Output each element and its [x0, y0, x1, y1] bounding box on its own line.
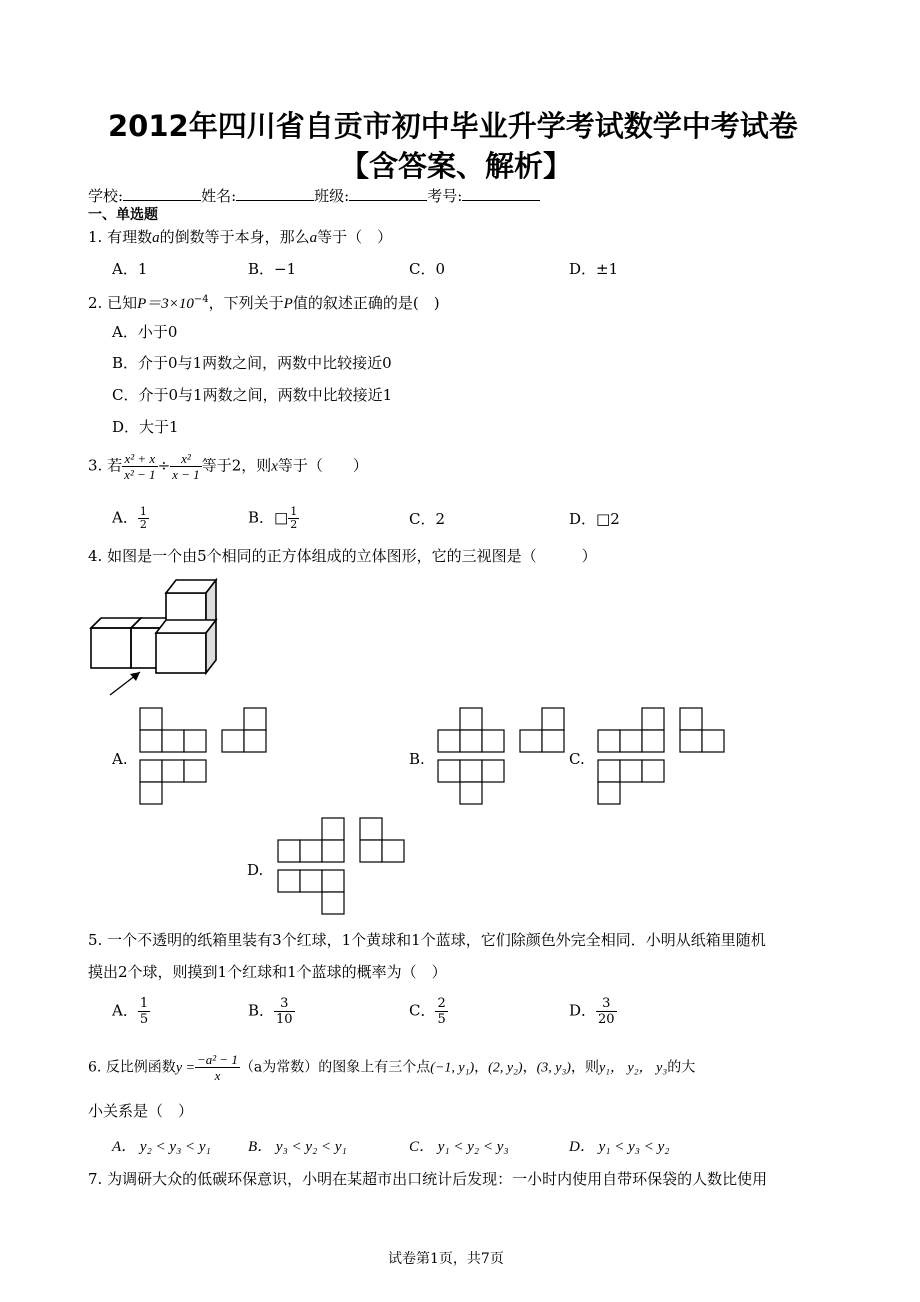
- q2-option-c[interactable]: C．介于0与1两数之间，两数中比较接近1: [112, 386, 393, 404]
- q6-option-d[interactable]: D． y₁ < y₃ < y₂: [569, 1139, 670, 1155]
- q2-option-b[interactable]: B．介于0与1两数之间，两数中比较接近0: [112, 354, 392, 372]
- q6-option-c[interactable]: C． y₁ < y₂ < y₃: [409, 1139, 509, 1155]
- q3-option-b[interactable]: B．□ $\frac{1}{2}$: [248, 505, 298, 531]
- q6-option-a[interactable]: A． y₂ < y₃ < y₁: [112, 1139, 211, 1155]
- question-6-line2: 小关系是（ ）: [88, 1102, 194, 1120]
- q1-option-d[interactable]: D．±1: [569, 260, 619, 278]
- q2-option-a[interactable]: A．小于0: [112, 323, 178, 341]
- q4-option-a-views[interactable]: [138, 707, 270, 807]
- q4-option-d-label[interactable]: D.: [247, 861, 264, 879]
- question-1: 1. 有理数a的倒数等于本身，那么a等于（ ）: [88, 228, 393, 246]
- page-footer: 试卷第1页，共7页: [388, 1251, 504, 1267]
- question-7: 7. 为调研大众的低碳环保意识，小明在某超市出口统计后发现：一小时内使用自带环保袋的人数比使用: [88, 1170, 768, 1188]
- question-4: 4. 如图是一个由5个相同的正方体组成的立体图形，它的三视图是（ ）: [88, 547, 597, 565]
- class-field[interactable]: [349, 186, 427, 201]
- q1-option-b[interactable]: B．−1: [248, 260, 297, 278]
- name-field[interactable]: [236, 186, 314, 201]
- q4-option-c-label[interactable]: C.: [569, 750, 585, 768]
- q5-option-d[interactable]: D． $\frac{3}{20}$: [569, 996, 615, 1027]
- q5-option-c[interactable]: C． $\frac{2}{5}$: [409, 996, 446, 1027]
- question-5-line2: 摸出2个球，则摸到1个红球和1个蓝球的概率为（ ）: [88, 963, 447, 981]
- q2-option-d[interactable]: D．大于1: [112, 418, 179, 436]
- name-label: 姓名:: [201, 187, 237, 205]
- q5-option-b[interactable]: B． $\frac{3}{10}$: [248, 996, 293, 1027]
- number-label: 考号:: [427, 187, 463, 205]
- q4-option-d-views[interactable]: [276, 817, 408, 917]
- section-heading: 一、单选题: [88, 207, 158, 223]
- q4-option-b-label[interactable]: B.: [409, 750, 425, 768]
- question-5: 5. 一个不透明的纸箱里装有3个红球，1个黄球和1个蓝球，它们除颜色外完全相同．小明从纸箱里随机: [88, 931, 766, 949]
- q4-option-a-label[interactable]: A.: [112, 750, 128, 768]
- q6-option-b[interactable]: B． y₃ < y₂ < y₁: [248, 1139, 347, 1155]
- number-field[interactable]: [462, 186, 540, 201]
- cube-figure: [88, 575, 223, 700]
- page-title: 2012年四川省自贡市初中毕业升学考试数学中考试卷: [108, 109, 798, 143]
- page-subtitle: 【含答案、解析】: [340, 149, 573, 183]
- q1-option-c[interactable]: C．0: [409, 260, 446, 278]
- school-label: 学校:: [88, 187, 124, 205]
- question-6: 6. 反比例函数y = $\frac{\text{−a² − 1}}{x}$ （a为常数）的图象上有三个点(−1, y₁)，(2, y₂)，(3, y₃)，则y₁， y₂， y₃的大: [88, 1052, 696, 1083]
- info-line: [88, 186, 540, 206]
- class-label: 班级:: [314, 187, 350, 205]
- q3-option-c[interactable]: C．2: [409, 510, 446, 528]
- q3-option-a[interactable]: A． $\frac{1}{2}$: [112, 505, 147, 531]
- q5-option-a[interactable]: A． $\frac{1}{5}$: [112, 996, 149, 1027]
- school-field[interactable]: [123, 186, 201, 201]
- question-3: 3. 若 $\frac{\text{x² + x}}{\text{x² − 1}}$ ÷ $\frac{\text{x²}}{x - 1}$ 等于2，则x等于（ ）: [88, 451, 368, 482]
- q4-option-c-views[interactable]: [596, 707, 728, 807]
- q1-option-a[interactable]: A．1: [112, 260, 148, 278]
- q4-option-b-views[interactable]: [436, 707, 568, 807]
- question-2: 2. 已知$P=3\times 10^{-4}$，下列关于P值的叙述正确的是( ): [88, 294, 440, 312]
- q3-option-d[interactable]: D．□2: [569, 510, 620, 528]
